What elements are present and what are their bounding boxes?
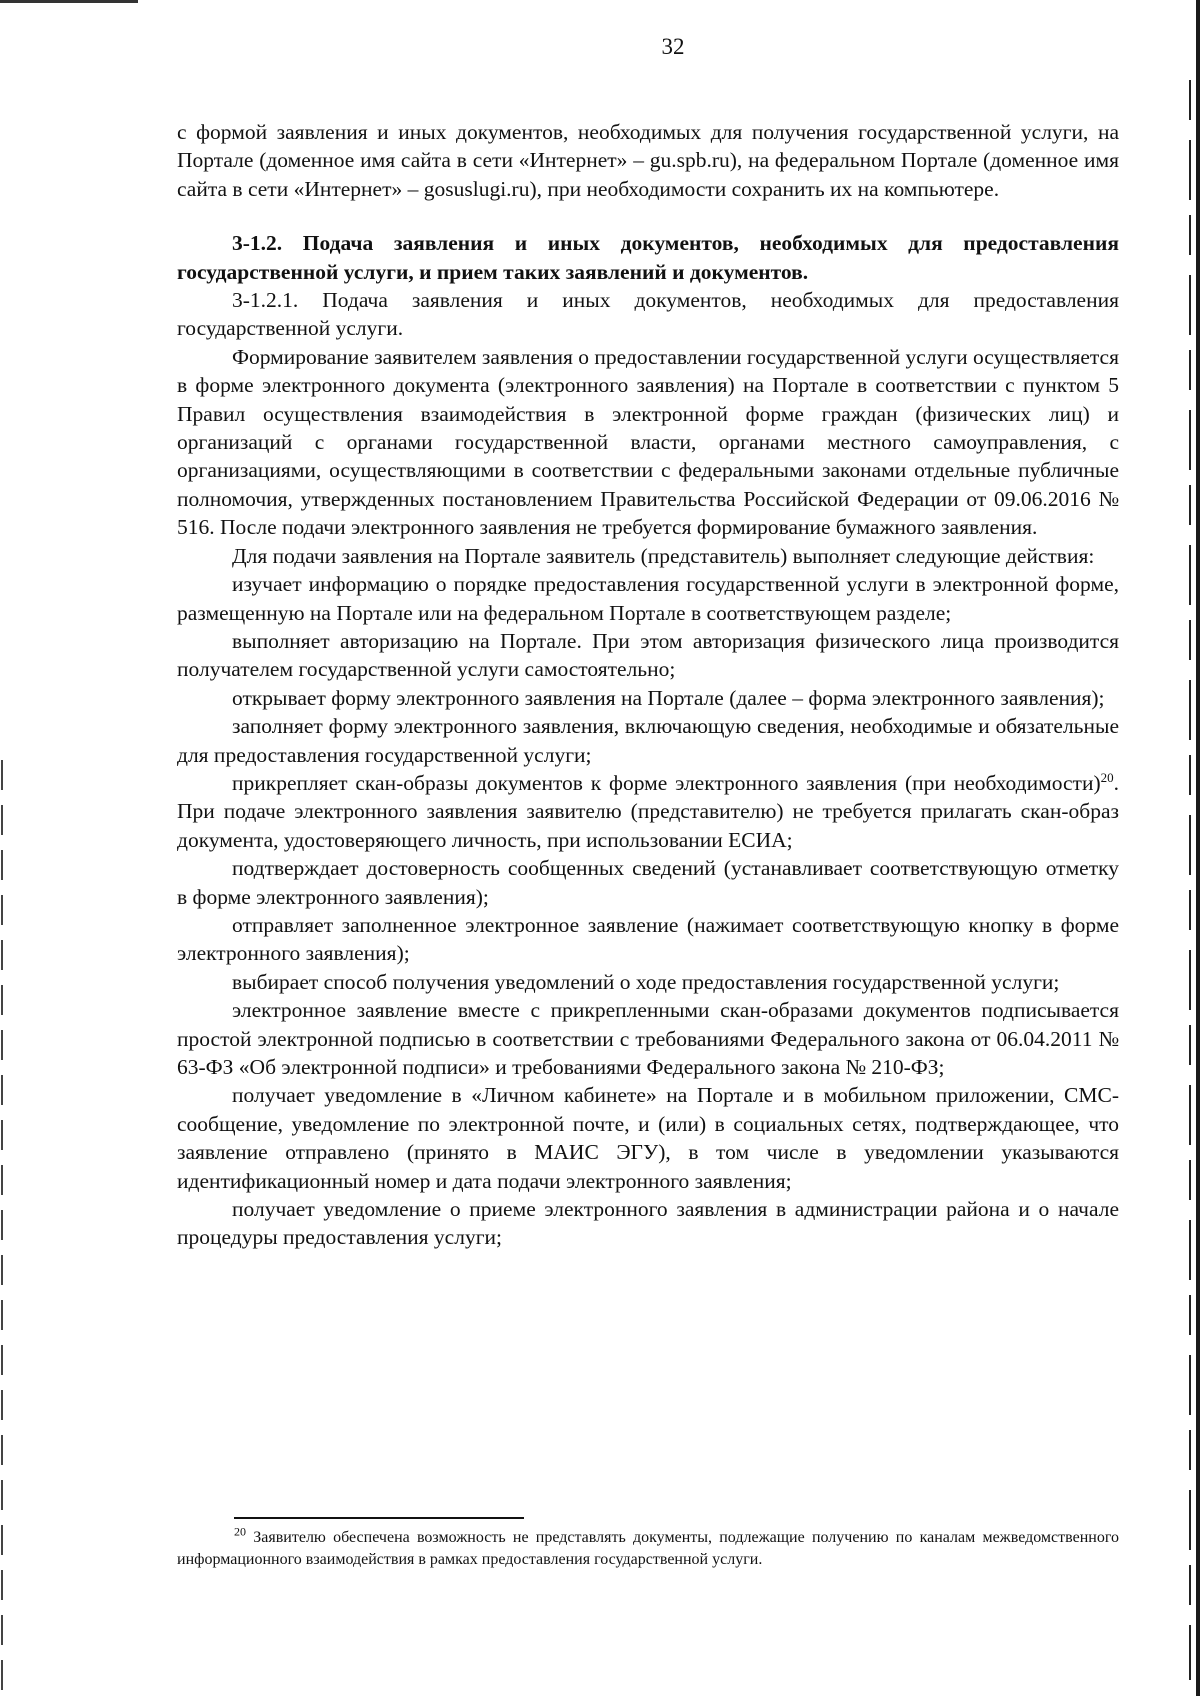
list-item: открывает форму электронного заявления на Портале (далее – форма электронного заявления); [232,685,1105,710]
paragraph: Формирование заявителем заявления о предоставлении государственной услуги осуществляется в форме электронного документа (электронного заявления) на Портале в соответствии с пунктом 5 Правил осуществления взаимодействия в электронной форме граждан (физических лиц) и организаций с органами государственной власти, органами местного самоуправления, с организациями, осуществляющими в соответствии с федеральными законами отдельные публичные полномочия, утвержденных постановлением Правительства Российской Федерации от 09.06.2016 № 516. После подачи электронного заявления не требуется формирование бумажного заявления. [177,344,1119,540]
footnote [177,1524,1119,1571]
scan-artifact-top [0,0,138,3]
list-item: заполняет форму электронного заявления, включающую сведения, необходимые и обязательные для предоставления государственной услуги; [177,714,1119,767]
list-item: изучает информацию о порядке предоставления государственной услуги в электронной форме, размещенную на Портале или на федеральном Портале в соответствующем разделе; [177,572,1119,625]
scan-edge-right [1196,0,1200,1696]
list-item: получает уведомление в «Личном кабинете» на Портале и в мобильном приложении, СМС-сообщение, уведомление по электронной почте, и (или) в социальных сетях, подтверждающее, что заявление отправлено (принято в МАИС ЭГУ), в том числе в уведомлении указываются идентификационный номер и дата подачи электронного заявления; [177,1083,1119,1193]
list-item-with-footnote [177,769,1119,854]
footnote-marker: 20 [234,1524,246,1539]
list-item: выбирает способ получения уведомлений о ходе предоставления государственной услуги; [232,969,1060,994]
list-item: подтверждает достоверность сообщенных сведений (устанавливает соответствующую отметку в форме электронного заявления); [177,856,1119,909]
page-number: 32 [661,34,685,59]
paragraph-intro: с формой заявления и иных документов, необходимых для получения государственной услуги, на Портале (доменное имя сайта в сети «Интернет» – gu.spb.ru), на федеральном Портале (доменное имя сайта в сети «Интернет» – gosuslugi.ru), при необходимости сохранить их на компьютере. [177,120,1119,201]
list-item: отправляет заполненное электронное заявление (нажимает соответствующую кнопку в форме электронного заявления); [177,912,1119,966]
paragraph: 3-1.2.1. Подача заявления и иных документов, необходимых для предоставления государственной услуги. [177,288,1119,341]
list-item: получает уведомление о приеме электронного заявления в администрации района и о начале процедуры предоставления услуги; [177,1197,1119,1250]
document-body [177,118,1119,1252]
footnote-separator [234,1517,524,1519]
list-item-text: . При подаче электронного заявления заявителю (представителю) не требуется прилагать скан-образ документа, удостоверяющего личность, при использовании ЕСИА; [177,770,1119,852]
footnote-reference[interactable]: 20 [1100,769,1114,785]
list-item: электронное заявление вместе с прикрепленными скан-образами документов подписывается простой электронной подписью в соответствии с требованиями Федерального закона от 06.04.2011 № 63-ФЗ «Об электронной подписи» и требованиями Федерального закона № 210-ФЗ; [177,998,1119,1079]
section-heading: 3-1.2. Подача заявления и иных документов, необходимых для предоставления государственной услуги, и прием таких заявлений и документов. [177,231,1119,284]
scan-edge-right-inner [1189,80,1191,1680]
footnote-text: Заявителю обеспечена возможность не представлять документы, подлежащие получению по каналам межведомственного информационного взаимодействия в рамках предоставления государственной услуги. [177,1529,1119,1568]
list-item-text: прикрепляет скан-образы документов к форме электронного заявления (при необходимости) [232,770,1101,795]
list-item: выполняет авторизацию на Портале. При этом авторизация физического лица производится получателем государственной услуги самостоятельно; [177,628,1119,682]
paragraph: Для подачи заявления на Портале заявитель (представитель) выполняет следующие действия: [232,543,1095,568]
scan-edge-left [1,760,3,1690]
